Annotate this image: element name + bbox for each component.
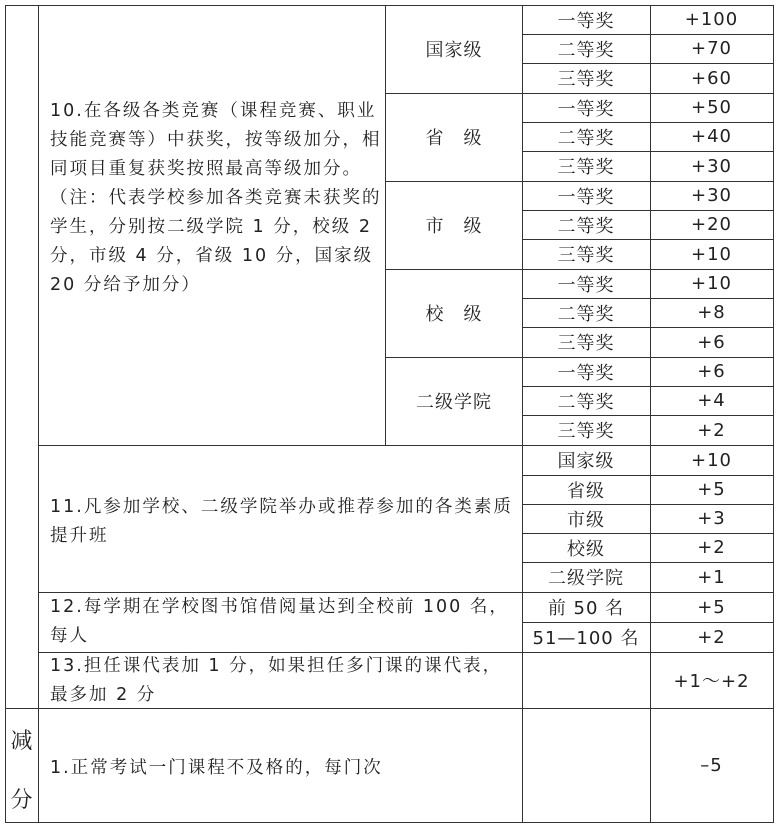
award-name: 二等奖: [557, 39, 615, 61]
award-name: 一等奖: [557, 362, 615, 384]
award-name: 二等奖: [557, 127, 615, 149]
award-name: 一等奖: [557, 98, 615, 120]
award-score: +30: [691, 185, 732, 206]
grid-line: [5, 822, 774, 823]
award-score: +60: [691, 67, 732, 89]
item10-level-national: 国家级: [425, 40, 483, 61]
award-score: +6: [697, 361, 726, 382]
item10-level-school: 校 级: [425, 304, 483, 325]
award-score: +10: [691, 243, 732, 265]
grid-line: [38, 5, 39, 823]
item13-description: 13.担任课代表加 1 分，如果担任多门课的课代表，最多加 2 分: [50, 656, 503, 705]
item10-main-text: 10.在各级各类竞赛（课程竞赛、职业技能竞赛等）中获奖，按等级加分，相同项目重复获奖按照最高等级加分。: [50, 101, 382, 179]
item12-description: 12.每学期在学校图书馆借阅量达到全校前 100 名，每人: [50, 597, 509, 646]
grid-line: [522, 475, 774, 476]
award-name: 二等奖: [557, 391, 615, 413]
grid-line: [38, 592, 774, 593]
grid-line: [522, 298, 774, 299]
grid-line: [522, 622, 774, 623]
award-score: +40: [691, 126, 732, 147]
item11-level: 国家级: [557, 451, 615, 472]
grid-line: [650, 5, 651, 823]
item11-score: +2: [697, 537, 726, 558]
award-score: +10: [691, 273, 732, 294]
deduct1-score: –5: [700, 754, 723, 776]
grid-line: [5, 5, 6, 823]
item10-level-college: 二级学院: [416, 392, 492, 413]
grid-line: [385, 93, 774, 94]
grid-line: [522, 63, 774, 64]
grid-line: [522, 151, 774, 152]
award-name: 三等奖: [557, 157, 615, 178]
award-name: 二等奖: [557, 303, 615, 325]
award-name: 三等奖: [557, 69, 615, 90]
grid-line: [385, 5, 386, 446]
award-score: +100: [684, 9, 739, 30]
item10-description: [50, 97, 385, 300]
item12-level: 前 50 名: [547, 598, 625, 619]
deduct1-description: 1.正常考试一门课程不及格的，每门次: [50, 758, 383, 778]
grid-line: [773, 5, 774, 823]
item13-score: +1～+2: [673, 671, 750, 692]
grid-line: [522, 239, 774, 240]
item10-level-provincial: 省 级: [425, 128, 483, 149]
grid-line: [522, 562, 774, 563]
award-score: +6: [697, 331, 726, 353]
award-score: +8: [697, 302, 726, 323]
item11-score: +1: [697, 566, 726, 588]
grid-line: [385, 269, 774, 270]
grid-line: [522, 327, 774, 328]
award-name: 三等奖: [557, 421, 615, 442]
award-name: 一等奖: [557, 10, 615, 32]
grid-line: [522, 415, 774, 416]
grid-line: [522, 504, 774, 505]
item12-level: 51—100 名: [532, 628, 640, 649]
grid-line: [38, 445, 774, 446]
grid-line: [5, 5, 774, 6]
grid-line: [385, 181, 774, 182]
grid-line: [522, 5, 523, 823]
item11-level: 市级: [567, 509, 605, 531]
item10-level-city: 市 级: [425, 216, 483, 237]
item11-level: 省级: [567, 480, 605, 502]
item12-score: +2: [697, 626, 726, 648]
item11-score: +5: [697, 479, 726, 500]
grid-line: [522, 533, 774, 534]
award-score: +50: [691, 97, 732, 118]
item11-level: 二级学院: [548, 568, 624, 589]
award-score: +2: [697, 419, 726, 441]
grid-line: [5, 708, 774, 709]
section-label-deduct: [5, 708, 38, 822]
grid-line: [38, 652, 774, 653]
item11-description: 11.凡参加学校、二级学院举办或推荐参加的各类素质提升班: [50, 497, 513, 546]
grid-line: [385, 357, 774, 358]
award-score: +70: [691, 38, 732, 59]
grid-line: [522, 122, 774, 123]
award-name: 一等奖: [557, 186, 615, 208]
grid-line: [522, 386, 774, 387]
item11-score: +3: [697, 508, 726, 529]
grid-line: [522, 34, 774, 35]
award-score: +20: [691, 214, 732, 235]
item10-note-text: （注：代表学校参加各类竞赛未获奖的学生，分别按二级学院 1 分，校级 2 分，市级 4 分，省级 10 分，国家级 20 分给予加分）: [50, 188, 382, 295]
section-label-bottom: 分: [10, 788, 33, 813]
award-score: +4: [697, 390, 726, 411]
award-name: 二等奖: [557, 215, 615, 237]
award-name: 三等奖: [557, 245, 615, 266]
award-name: 一等奖: [557, 274, 615, 296]
item11-level: 校级: [567, 538, 605, 560]
grid-line: [522, 210, 774, 211]
item11-score: +10: [691, 449, 732, 471]
award-name: 三等奖: [557, 333, 615, 354]
award-score: +30: [691, 155, 732, 177]
section-label-top: 减: [10, 729, 33, 754]
item12-score: +5: [697, 596, 726, 618]
